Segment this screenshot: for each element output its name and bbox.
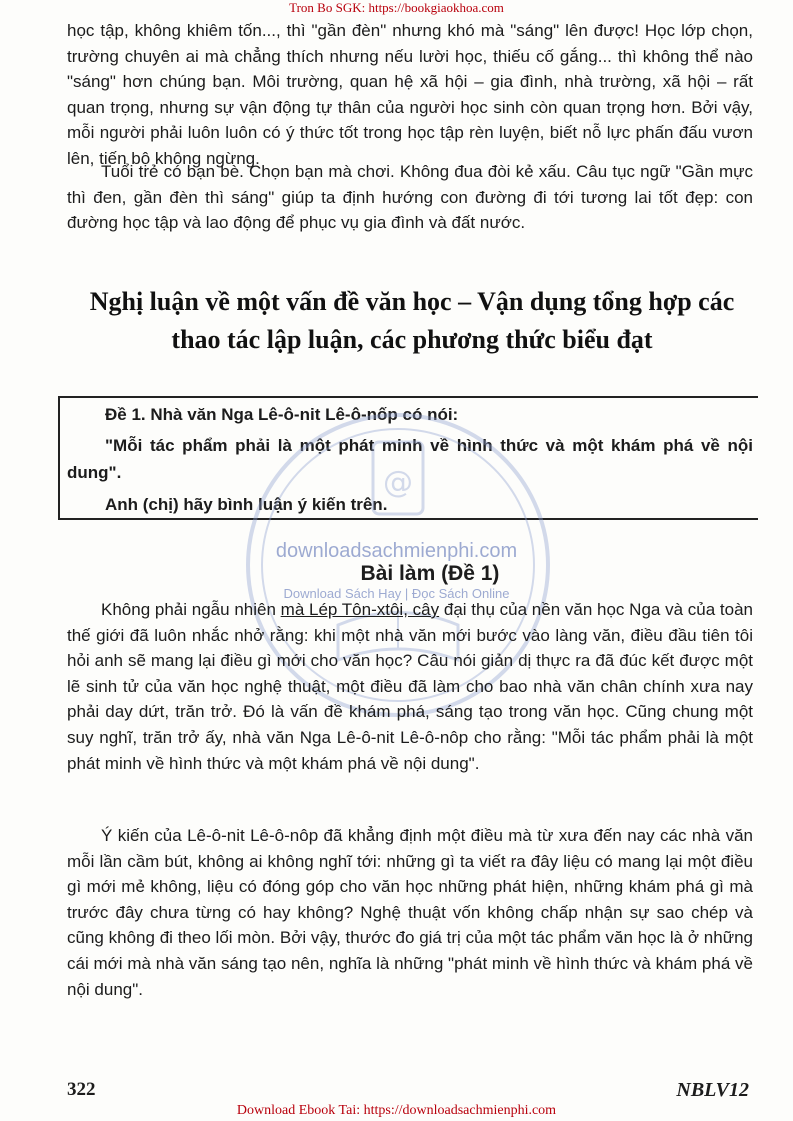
task-number-line: Đề 1. Nhà văn Nga Lê-ô-nit Lê-ô-nốp có nói:	[105, 405, 459, 424]
essay-underlined-phrase: mà Lép Tôn-xtôi, cây	[280, 600, 440, 619]
essay-paragraph-1-start: Không phải ngẫu nhiên	[101, 600, 281, 619]
book-code: NBLV12	[676, 1079, 749, 1101]
watermark-tagline: Download Sách Hay | Đọc Sách Online	[283, 586, 510, 601]
intro-paragraph-1: học tập, không khiêm tốn..., thì "gần đèn" nhưng khó mà "sáng" lên được! Học lớp chọn, trường chuyên ai mà chẳng thích nhưng nếu lười học, thiếu cố gắng... thì không thể nào "sáng" hơn chúng bạn. Môi trường, quan hệ xã hội – gia đình, nhà trường, xã hội – rất quan trọng, nhưng sự vận động tự thân của người học sinh còn quan trọng hơn. Bởi vậy, mỗi người phải luôn luôn có ý thức tốt trong học tập rèn luyện, biết nỗ lực phấn đấu vươn lên, tiến bộ không ngừng.	[67, 21, 753, 168]
footer-download-link[interactable]: Download Ebook Tai: https://downloadsachmienphi.com	[236, 1103, 557, 1118]
essay-paragraph-1-rest: đại thụ của nền văn học Nga và của toàn thế giới đã luôn nhắc nhở rằng: khi một nhà văn mới bước vào làng văn, điều đầu tiên tôi hỏi anh sẽ mang lại điều gì mới cho văn học? Câu nói giản dị thực ra đã đúc kết được một lẽ sinh tử của văn học nghệ thuật, một điều đã làm cho bao nhà văn chân chính xưa nay phải day dứt, trăn trở. Đó là vấn đề khám phá, sáng tạo trong văn học. Cũng chung một suy nghĩ, trăn trở ấy, nhà văn Nga Lê-ô-nit Lê-ô-nôp cho rằng: "Mỗi tác phẩm phải là một phát minh về hình thức và một khám phá về nội dung".	[67, 600, 754, 773]
essay-paragraph-1	[67, 597, 753, 776]
intro-paragraph-2: Tuổi trẻ có bạn bè. Chọn bạn mà chơi. Không đua đòi kẻ xấu. Câu tục ngữ "Gần mực thì đen, gần đèn thì sáng" giúp ta định hướng con đường đi tới tương lai tốt đẹp: con đường học tập và lao động để phục vụ gia đình và đất nước.	[67, 162, 753, 233]
task-instruction: Anh (chị) hãy bình luận ý kiến trên.	[105, 495, 388, 514]
svg-text:@: @	[383, 465, 413, 500]
essay-title: Bài làm (Đề 1)	[360, 562, 500, 585]
task-quote: "Mỗi tác phẩm phải là một phát minh về hình thức và một khám phá về nội dung".	[67, 436, 753, 482]
section-heading: Nghị luận về một vấn đề văn học – Vận dụng tổng hợp các thao tác lập luận, các phương thức biểu đạt	[89, 287, 735, 354]
watermark-site-text: downloadsachmienphi.com	[275, 540, 518, 562]
page-number: 322	[67, 1079, 96, 1100]
header-source-link[interactable]: Tron Bo SGK: https://bookgiaokhoa.com	[289, 0, 504, 15]
essay-paragraph-2: Ý kiến của Lê-ô-nit Lê-ô-nôp đã khẳng định một điều mà từ xưa đến nay các nhà văn mỗi lần cầm bút, không ai không nghĩ tới: những gì ta viết ra đây liệu có mang lại một điều gì mới mẻ không, liệu có đóng góp cho văn học những phát hiện, những khám phá gì mà trước đây chưa từng có hay không? Nghệ thuật vốn không chấp nhận sự sao chép và cũng không đi theo lối mòn. Bởi vậy, thước đo giá trị của một tác phẩm văn học là ở những cái mới mà nhà văn sáng tạo nên, nghĩa là những "phát minh về hình thức và khám phá về nội dung".	[67, 826, 753, 999]
